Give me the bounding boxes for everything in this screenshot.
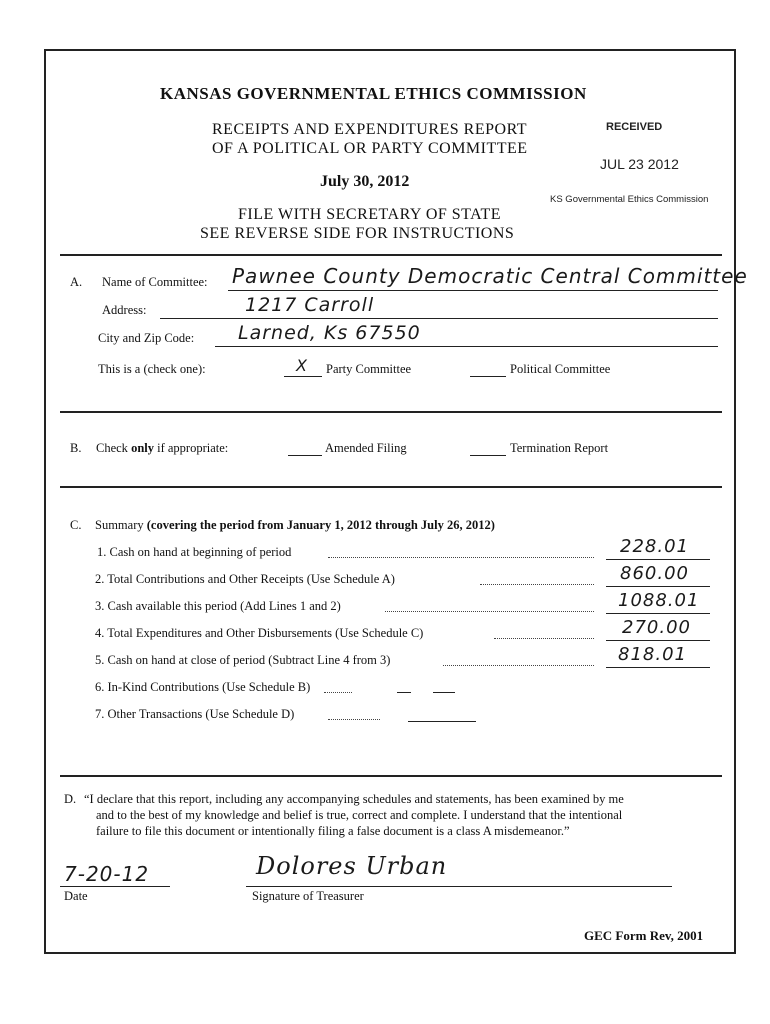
frame-top <box>44 49 736 51</box>
summary-line-4-value: 270.00 <box>622 617 691 638</box>
signature-label: Signature of Treasurer <box>252 889 364 903</box>
signature-value: Dolores Urban <box>256 852 448 880</box>
report-date: July 30, 2012 <box>320 173 410 190</box>
received-stamp-label: RECEIVED <box>606 121 663 133</box>
summary-label: Summary <box>95 518 147 532</box>
section-d-letter: D. <box>64 792 77 806</box>
divider-c <box>60 775 722 777</box>
committee-name-line <box>228 290 718 291</box>
committee-name-value: Pawnee County Democratic Central Committee <box>232 264 748 288</box>
declaration-line-1: “I declare that this report, including any accompanying schedules and statements, has been examined by me <box>84 792 624 806</box>
date-value: 7-20-12 <box>64 862 150 886</box>
political-committee-blank[interactable] <box>470 376 506 377</box>
agency-title: KANSAS GOVERNMENTAL ETHICS COMMISSION <box>160 84 587 103</box>
party-committee-blank[interactable] <box>284 376 322 377</box>
frame-left <box>44 49 46 954</box>
summary-line-6-label: 6. In-Kind Contributions (Use Schedule B) <box>95 680 311 694</box>
summary-line-1-label: 1. Cash on hand at beginning of period <box>97 545 292 559</box>
summary-line-3-value: 1088.01 <box>618 590 700 611</box>
summary-line-3-blank[interactable] <box>606 613 710 614</box>
summary-line-1-blank[interactable] <box>606 559 710 560</box>
summary-line-4-blank[interactable] <box>606 640 710 641</box>
address-value: 1217 Carroll <box>245 294 375 316</box>
termination-report-label: Termination Report <box>510 441 609 455</box>
summary-line-5-blank[interactable] <box>606 667 710 668</box>
summary-line-7-leader <box>328 719 380 720</box>
section-a-letter: A. <box>70 275 83 289</box>
frame-bottom <box>44 952 736 954</box>
amended-filing-blank[interactable] <box>288 455 322 456</box>
summary-heading <box>95 518 495 533</box>
city-zip-line <box>215 346 718 347</box>
check-only-post: if appropriate: <box>154 441 229 455</box>
summary-line-4-label: 4. Total Expenditures and Other Disbursements (Use Schedule C) <box>95 626 424 640</box>
summary-line-2-value: 860.00 <box>620 563 689 584</box>
summary-line-5-label: 5. Cash on hand at close of period (Subtract Line 4 from 3) <box>95 653 391 667</box>
check-only-emphasis: only <box>131 441 154 455</box>
summary-line-6-blank-b[interactable] <box>433 692 455 693</box>
declaration-line-3: failure to file this document or intentionally filing a false document is a class A misdemeanor.” <box>96 824 570 838</box>
divider-header <box>60 254 722 256</box>
political-committee-label: Political Committee <box>510 362 611 376</box>
file-with-instruction: FILE WITH SECRETARY OF STATE <box>238 206 501 223</box>
received-stamp-date: JUL 23 2012 <box>600 156 679 172</box>
summary-line-7-label: 7. Other Transactions (Use Schedule D) <box>95 707 295 721</box>
party-committee-label: Party Committee <box>326 362 412 376</box>
received-stamp-agency: KS Governmental Ethics Commission <box>550 194 709 205</box>
committee-name-label: Name of Committee: <box>102 275 208 289</box>
summary-line-3-leader <box>385 611 594 612</box>
summary-line-2-label: 2. Total Contributions and Other Receipts (Use Schedule A) <box>95 572 395 586</box>
summary-line-2-leader <box>480 584 594 585</box>
amended-filing-label: Amended Filing <box>325 441 407 455</box>
date-line[interactable] <box>60 886 170 887</box>
report-title-line2: OF A POLITICAL OR PARTY COMMITTEE <box>212 140 528 157</box>
summary-line-1-value: 228.01 <box>620 536 689 557</box>
summary-line-5-leader <box>443 665 594 666</box>
divider-b <box>60 486 722 488</box>
summary-line-2-blank[interactable] <box>606 586 710 587</box>
summary-line-6-blank-a[interactable] <box>397 692 411 693</box>
summary-line-6-leader <box>324 692 352 693</box>
city-zip-label: City and Zip Code: <box>98 331 195 345</box>
summary-line-4-leader <box>494 638 594 639</box>
frame-right <box>734 49 736 954</box>
termination-report-blank[interactable] <box>470 455 506 456</box>
see-reverse-instruction: SEE REVERSE SIDE FOR INSTRUCTIONS <box>200 225 515 242</box>
form-revision: GEC Form Rev, 2001 <box>584 928 704 943</box>
section-b-letter: B. <box>70 441 82 455</box>
summary-line-5-value: 818.01 <box>618 644 687 665</box>
check-only-label <box>96 441 228 456</box>
address-line <box>160 318 718 319</box>
city-zip-value: Larned, Ks 67550 <box>238 322 421 344</box>
summary-line-3-label: 3. Cash available this period (Add Lines 1 and 2) <box>95 599 341 613</box>
committee-type-label: This is a (check one): <box>98 362 206 376</box>
signature-line[interactable] <box>246 886 672 887</box>
date-label: Date <box>64 889 88 903</box>
report-title-line1: RECEIPTS AND EXPENDITURES REPORT <box>212 121 528 138</box>
divider-a <box>60 411 722 413</box>
check-only-pre: Check <box>96 441 132 455</box>
party-committee-checkmark[interactable]: X <box>296 356 308 375</box>
declaration-line-2: and to the best of my knowledge and belief is true, correct and complete. I understand that the intentional <box>96 808 623 822</box>
summary-line-7-blank[interactable] <box>408 721 476 722</box>
address-label: Address: <box>102 303 147 317</box>
section-c-letter: C. <box>70 518 82 532</box>
summary-line-1-leader <box>328 557 594 558</box>
summary-period: (covering the period from January 1, 2012 through July 26, 2012) <box>146 518 495 532</box>
